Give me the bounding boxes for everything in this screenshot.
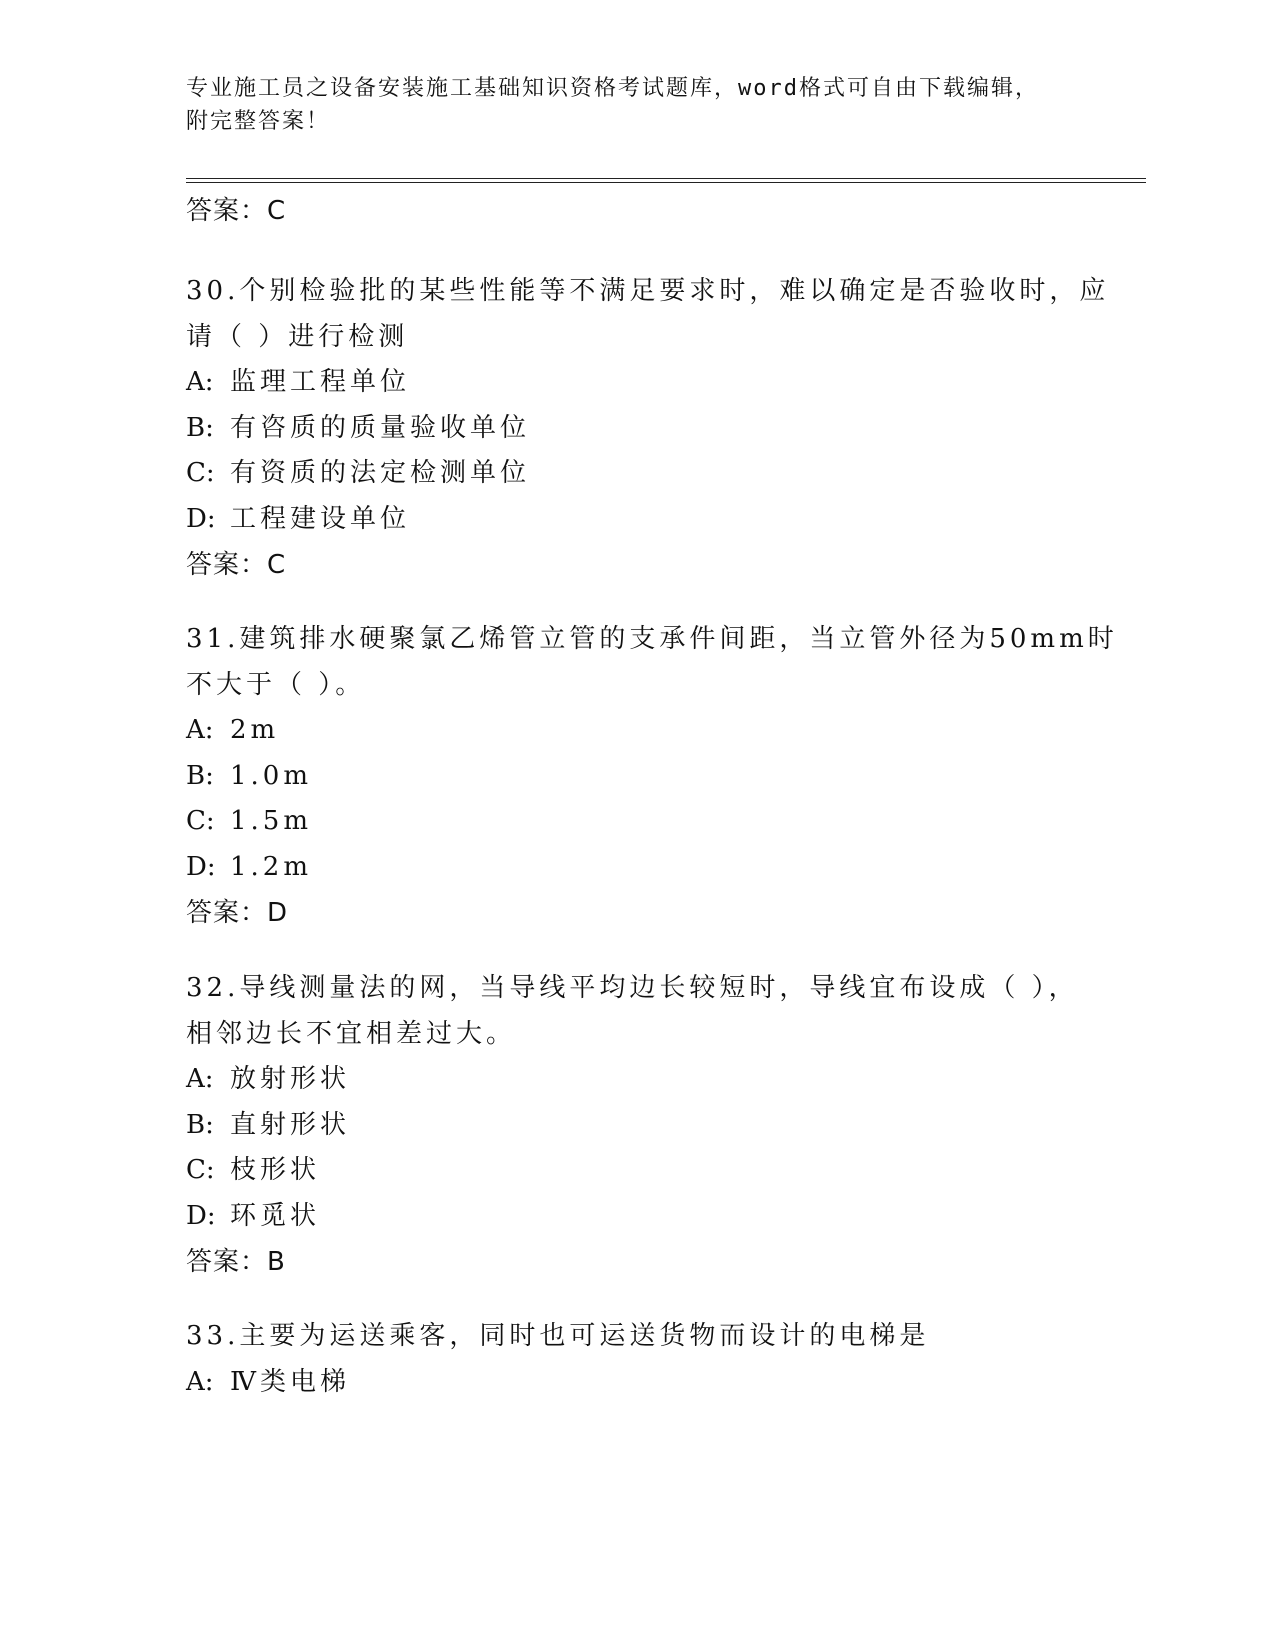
option-key: A: [186, 367, 214, 397]
option-text: 有资质的法定检测单位 [230, 458, 531, 488]
question-30 [186, 269, 1110, 588]
option-key: D: [186, 503, 216, 534]
option-key: B: [186, 1109, 214, 1140]
question-text-line: 30.个别检验批的某些性能等不满足要求时，难以确定是否验收时，应 [186, 276, 1110, 306]
option-a [186, 1057, 1086, 1103]
question-text-line: 33.主要为运送乘客，同时也可运送货物而设计的电梯是 [186, 1321, 930, 1351]
question-text-line: 31.建筑排水硬聚氯乙烯管立管的支承件间距，当立管外径为50mm时 [186, 624, 1118, 654]
question-text-line: 请（ ）进行检测 [186, 321, 409, 352]
document-header [186, 72, 1066, 138]
option-key: D: [186, 1200, 216, 1231]
option-c [186, 451, 1086, 497]
question-31 [186, 617, 1118, 936]
option-a [186, 360, 1086, 406]
option-text: 环觅状 [230, 1200, 321, 1231]
answer-line: 答案：B [186, 1247, 286, 1277]
option-key: D: [186, 851, 216, 882]
header-divider-top [186, 178, 1146, 179]
option-text: 直射形状 [230, 1109, 351, 1140]
answer-line: 答案：C [186, 550, 287, 580]
option-text: Ⅳ类电梯 [230, 1366, 350, 1397]
answer-line: 答案：D [186, 898, 289, 928]
option-text: 枝形状 [230, 1155, 321, 1185]
option-key: A: [186, 1064, 214, 1094]
option-key: C: [186, 806, 215, 836]
header-line-2: 附完整答案！ [186, 109, 331, 134]
answer-line: 答案：C [186, 196, 287, 226]
option-text: 1.5m [230, 806, 313, 836]
question-text-line: 不大于（ ）。 [186, 669, 366, 700]
option-key: B: [186, 760, 214, 791]
option-d [186, 1194, 1086, 1240]
header-line-1: 专业施工员之设备安装施工基础知识资格考试题库，word格式可自由下载编辑， [186, 76, 1039, 101]
option-key: C: [186, 1155, 215, 1185]
option-b [186, 1103, 1086, 1149]
option-a [186, 708, 1086, 754]
option-text: 1.2m [230, 851, 313, 882]
question-32 [186, 966, 1086, 1285]
option-b [186, 406, 1086, 452]
option-a [186, 1360, 1086, 1406]
option-c [186, 1148, 1086, 1194]
option-key: B: [186, 412, 214, 443]
option-text: 有咨质的质量验收单位 [230, 412, 531, 443]
option-b [186, 754, 1086, 800]
question-33 [186, 1314, 1086, 1405]
option-c [186, 799, 1086, 845]
option-key: A: [186, 1366, 214, 1397]
option-key: A: [186, 715, 214, 745]
option-text: 1.0m [230, 760, 313, 791]
question-text-line: 相邻边长不宜相差过大。 [186, 1018, 517, 1049]
option-d [186, 497, 1086, 543]
option-d [186, 845, 1086, 891]
header-divider-bottom [186, 182, 1146, 183]
option-text: 放射形状 [230, 1064, 351, 1094]
option-text: 监理工程单位 [230, 367, 411, 397]
option-key: C: [186, 458, 215, 488]
option-text: 2m [230, 715, 280, 745]
option-text: 工程建设单位 [230, 503, 411, 534]
question-text-line: 32.导线测量法的网，当导线平均边长较短时，导线宜布设成（ ）， [186, 973, 1079, 1003]
